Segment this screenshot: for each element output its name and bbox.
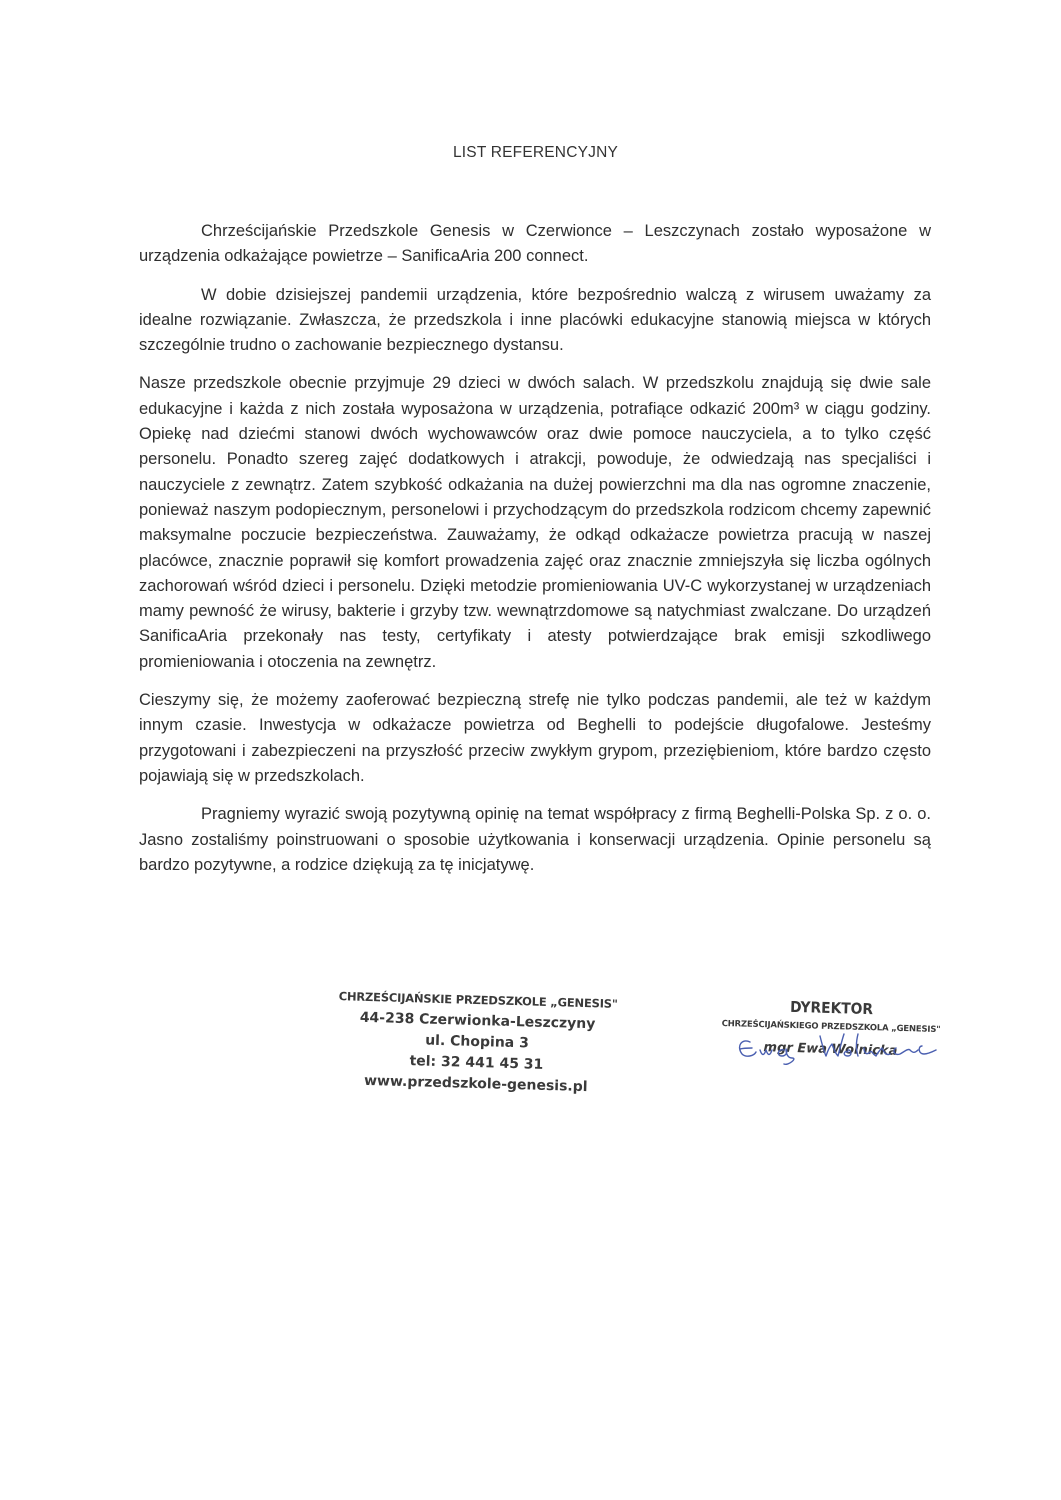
paragraph-opinion: Pragniemy wyrazić swoją pozytywną opinię na temat współpracy z firmą Beghelli-Polska Sp. z o. o. Jasno zostaliśmy poinstruowani o sposobie użytkowania i konserwacji urządzenia. Opinie personelu są bardzo pozytywne, a rodzice dziękują za tę inicjatywę. bbox=[139, 805, 931, 874]
school-stamp bbox=[321, 986, 634, 1100]
paragraph-details: Nasze przedszkole obecnie przyjmuje 29 dzieci w dwóch salach. W przedszkolu znajdują się dwie sale edukacyjne i każda z nich została wyposażona w urządzenia, potrafiące odkazić 200m³ w ciągu godziny. Opiekę nad dziećmi stanowi dwóch wychowawców oraz dwie pomoce nauczyciela, a to tylko część personelu. Ponadto szereg zajęć dodatkowych i atrakcji, powoduje, że odwiedzają nas specjaliści i nauczyciele z zewnątrz. Zatem szybkość odkażania na dużej powierzchni ma dla nas ogromne znaczenie, ponieważ naszym podopiecznym, personelowi i przychodzącym do przedszkola rodzicom chcemy zapewnić maksymalne poczucie bezpieczeństwa. Zauważamy, że odkąd odkażacze powietrza pracują w naszej placówce, znacznie poprawił się komfort prowadzenia zajęć oraz znacznie zmniejszyła się liczba ogólnych zachorowań wśród dzieci i personelu. Dzięki metodzie promieniowania UV-C wykorzystanej w urządzeniach mamy pewność że wirusy, bakterie i grzyby tzw. wewnątrzdomowe są natychmiast zwalczane. Do urządzeń SanificaAria przekonały nas testy, certyfikaty i atesty potwierdzające brak emisji szkodliwego promieniowania i otoczenia na zewnętrz. bbox=[139, 374, 931, 671]
director-title: DYREKTOR bbox=[789, 997, 874, 1019]
stamp-address: 44-238 Czerwionka-Leszczyny bbox=[359, 1009, 596, 1033]
paragraph-pandemic: W dobie dzisiejszej pandemii urządzenia, które bezpośrednio walczą z wirusem uważamy za idealne rozwiązanie. Zwłaszcza, że przedszkola i inne placówki edukacyjne stanowią miejsca w których szczególnie trudno o zachowanie bezpiecznego dystansu. bbox=[139, 285, 931, 355]
paragraph-benefits: Cieszymy się, że możemy zaoferować bezpieczną strefę nie tylko podczas pandemii, ale też w każdym innym czasie. Inwestycja w odkażacze powietrza od Beghelli to podejście długofalowe. Jesteśmy przygotowani i zabezpieczeni na przyszłość przeciw zwykłym grypom, przeziębieniom, które bardzo często pojawiają się w przedszkolach. bbox=[139, 691, 931, 785]
letter-body bbox=[139, 219, 931, 891]
director-organization: CHRZEŚCIJAŃSKIEGO PRZEDSZKOLA „GENESIS" bbox=[721, 1018, 941, 1036]
stamp-school-name: CHRZEŚCIJAŃSKIE PRZEDSZKOLE „GENESIS" bbox=[338, 989, 618, 1011]
handwritten-signature bbox=[728, 1022, 958, 1072]
stamp-phone: tel: 32 441 45 31 bbox=[409, 1053, 544, 1073]
stamp-street: ul. Chopina 3 bbox=[424, 1032, 530, 1052]
page-title: LIST REFERENCYJNY bbox=[452, 144, 619, 161]
paragraph-intro: Chrześcijańskie Przedszkole Genesis w Czerwionce – Leszczynach zostało wyposażone w urządzenia odkażające powietrze – SanificaAria 200 connect. bbox=[139, 222, 931, 266]
signature-drawing bbox=[728, 1022, 958, 1072]
director-name: mgr Ewa Wolnicka bbox=[763, 1040, 898, 1059]
stamp-website: www.przedszkole-genesis.pl bbox=[363, 1072, 588, 1096]
